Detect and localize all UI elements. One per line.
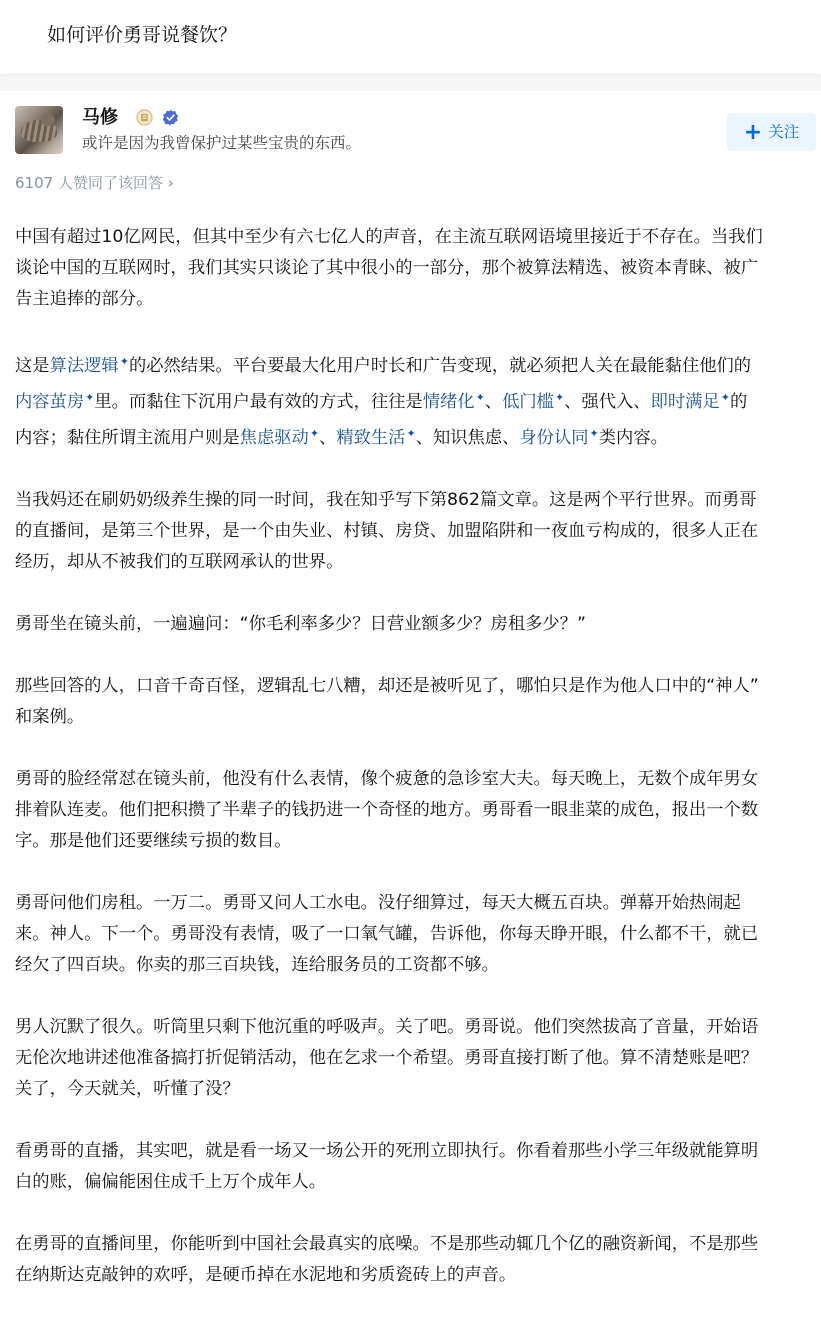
- author-signature: 或许是因为我曾保护过某些宝贵的东西。: [82, 134, 362, 152]
- text-segment: 、: [319, 428, 337, 448]
- text-line: 那些回答的人，口音千奇百怪，逻辑乱七八糟，却还是被听见了，哪怕只是作为他人口中的“神人”: [15, 676, 759, 696]
- text-line: 谈论中国的互联网时，我们其实只谈论了其中很小的一部分，那个被算法精选、被资本青睐、被广: [15, 258, 759, 278]
- keyword-link[interactable]: [519, 428, 598, 448]
- spark-icon: ✦: [119, 355, 129, 368]
- keyword-link[interactable]: [423, 392, 485, 412]
- paragraph-7: [15, 888, 815, 981]
- paragraph-8: [15, 1012, 815, 1105]
- paragraph-10: [15, 1229, 815, 1291]
- user-avatar[interactable]: [15, 106, 63, 154]
- keyword-text: 身份认同: [519, 428, 589, 448]
- text-segment: 的: [729, 392, 748, 412]
- paragraph-9: [15, 1136, 815, 1198]
- text-line: 白的账，偏偏能困住成千上万个成年人。: [15, 1172, 327, 1192]
- author-name[interactable]: 马修: [82, 107, 118, 128]
- text-line: 中国有超过10亿网民，但其中至少有六七亿人的声音，在主流互联网语境里接近于不存在。当我们: [15, 227, 763, 247]
- keyword-link[interactable]: [502, 392, 564, 412]
- text-line: 在纳斯达克敲钟的欢呼，是硬币掉在水泥地和劣质瓷砖上的声音。: [15, 1265, 517, 1285]
- keyword-text: 算法逻辑: [49, 356, 119, 376]
- keyword-text: 精致生活: [336, 428, 406, 448]
- spark-icon: ✦: [309, 427, 320, 440]
- keyword-text: 内容茧房: [15, 392, 85, 412]
- text-line: [15, 382, 815, 418]
- keyword-text: 情绪化: [422, 392, 475, 412]
- text-segment: 这是: [15, 356, 50, 376]
- paragraph-1: [15, 222, 815, 315]
- keyword-text: 焦虑驱动: [239, 428, 309, 448]
- follow-label: 关注: [768, 123, 800, 141]
- text-line: 勇哥问他们房租。一万二。勇哥又问人工水电。没仔细算过，每天大概五百块。弹幕开始热闹起: [15, 893, 741, 913]
- text-segment: 内容；黏住所谓主流用户则是: [15, 428, 240, 448]
- text-line: 经欠了四百块。你卖的那三百块钱，连给服务员的工资都不够。: [15, 955, 499, 975]
- plus-icon: +: [743, 120, 763, 145]
- text-line: 无伦次地讲述他准备搞打折促销活动，他在乞求一个希望。勇哥直接打断了他。算不清楚账是吧？: [15, 1048, 759, 1068]
- spark-icon: ✦: [589, 427, 599, 440]
- spark-icon: ✦: [85, 391, 95, 404]
- spark-icon: ✦: [554, 391, 565, 404]
- keyword-link[interactable]: [50, 356, 129, 376]
- text-line: 勇哥坐在镜头前，一遍遍问：“你毛利率多少？日营业额多少？房租多少？”: [15, 614, 586, 634]
- text-line: 当我妈还在刷奶奶级养生操的同一时间，我在知乎写下第862篇文章。这是两个平行世界。而勇哥: [15, 490, 757, 510]
- paragraph-5: [15, 671, 815, 733]
- text-line: 看勇哥的直播，其实吧，就是看一场又一场公开的死刑立即执行。你看着那些小学三年级就能算明: [15, 1141, 759, 1161]
- spark-icon: ✦: [406, 427, 416, 440]
- keyword-link[interactable]: [651, 392, 730, 412]
- text-line: 勇哥的脸经常怼在镜头前，他没有什么表情，像个疲惫的急诊室大夫。每天晚上，无数个成年男女: [15, 769, 759, 789]
- question-header: [0, 0, 821, 74]
- spark-icon: ✦: [475, 391, 485, 404]
- text-line: 男人沉默了很久。听筒里只剩下他沉重的呼吸声。关了吧。勇哥说。他们突然拔高了音量，开始语: [15, 1017, 759, 1037]
- text-line: 字。那是他们还要继续亏损的数目。: [15, 831, 292, 851]
- vote-count-link[interactable]: 6107 人赞同了该回答 ›: [15, 174, 174, 192]
- text-line: 告主追捧的部分。: [15, 289, 154, 309]
- text-segment: 、强代入、: [564, 392, 651, 412]
- paragraph-6: [15, 764, 815, 857]
- text-segment: 、知识焦虑、: [415, 428, 520, 448]
- author-info: [15, 106, 806, 158]
- text-segment: 里。而黏住下沉用户最有效的方式，往往是: [94, 392, 423, 412]
- text-line: 和案例。: [15, 707, 85, 727]
- follow-button[interactable]: [727, 113, 816, 151]
- keyword-link[interactable]: [240, 428, 319, 448]
- text-line: [15, 346, 815, 382]
- text-segment: 类内容。: [598, 428, 668, 448]
- keyword-link[interactable]: [336, 428, 415, 448]
- keyword-link[interactable]: [15, 392, 94, 412]
- text-line: 关了，今天就关，听懂了没？: [15, 1079, 240, 1099]
- text-line: [15, 418, 815, 454]
- text-segment: 、: [484, 392, 503, 412]
- text-line: 在勇哥的直播间里，你能听到中国社会最真实的底噪。不是那些动辄几个亿的融资新闻，不是那些: [15, 1234, 759, 1254]
- text-line: 的直播间，是第三个世界，是一个由失业、村镇、房贷、加盟陷阱和一夜血亏构成的，很多人正在: [15, 521, 759, 541]
- text-line: 经历，却从不被我们的互联网承认的世界。: [15, 552, 344, 572]
- text-line: 排着队连麦。他们把积攒了半辈子的钱扔进一个奇怪的地方。勇哥看一眼韭菜的成色，报出一个数: [15, 800, 759, 820]
- section-divider: [0, 75, 821, 91]
- paragraph-4: [15, 609, 815, 640]
- author-badges: [136, 109, 183, 127]
- keyword-text: 低门槛: [502, 392, 554, 412]
- verified-badge-icon[interactable]: [162, 109, 179, 126]
- avatar-cat-head: [41, 114, 55, 126]
- text-line: 来。神人。下一个。勇哥没有表情，吸了一口氧气罐，告诉他，你每天睁开眼，什么都不干，就已: [15, 924, 759, 944]
- paragraph-2: [15, 346, 815, 454]
- answer-content: [15, 222, 815, 1322]
- level-badge-icon[interactable]: [136, 109, 153, 126]
- spark-icon: ✦: [720, 391, 730, 404]
- text-segment: 的必然结果。平台要最大化用户时长和广告变现，就必须把人关在最能黏住他们的: [128, 356, 752, 376]
- keyword-text: 即时满足: [650, 392, 720, 412]
- paragraph-3: [15, 485, 815, 578]
- question-title[interactable]: 如何评价勇哥说餐饮？: [47, 24, 238, 46]
